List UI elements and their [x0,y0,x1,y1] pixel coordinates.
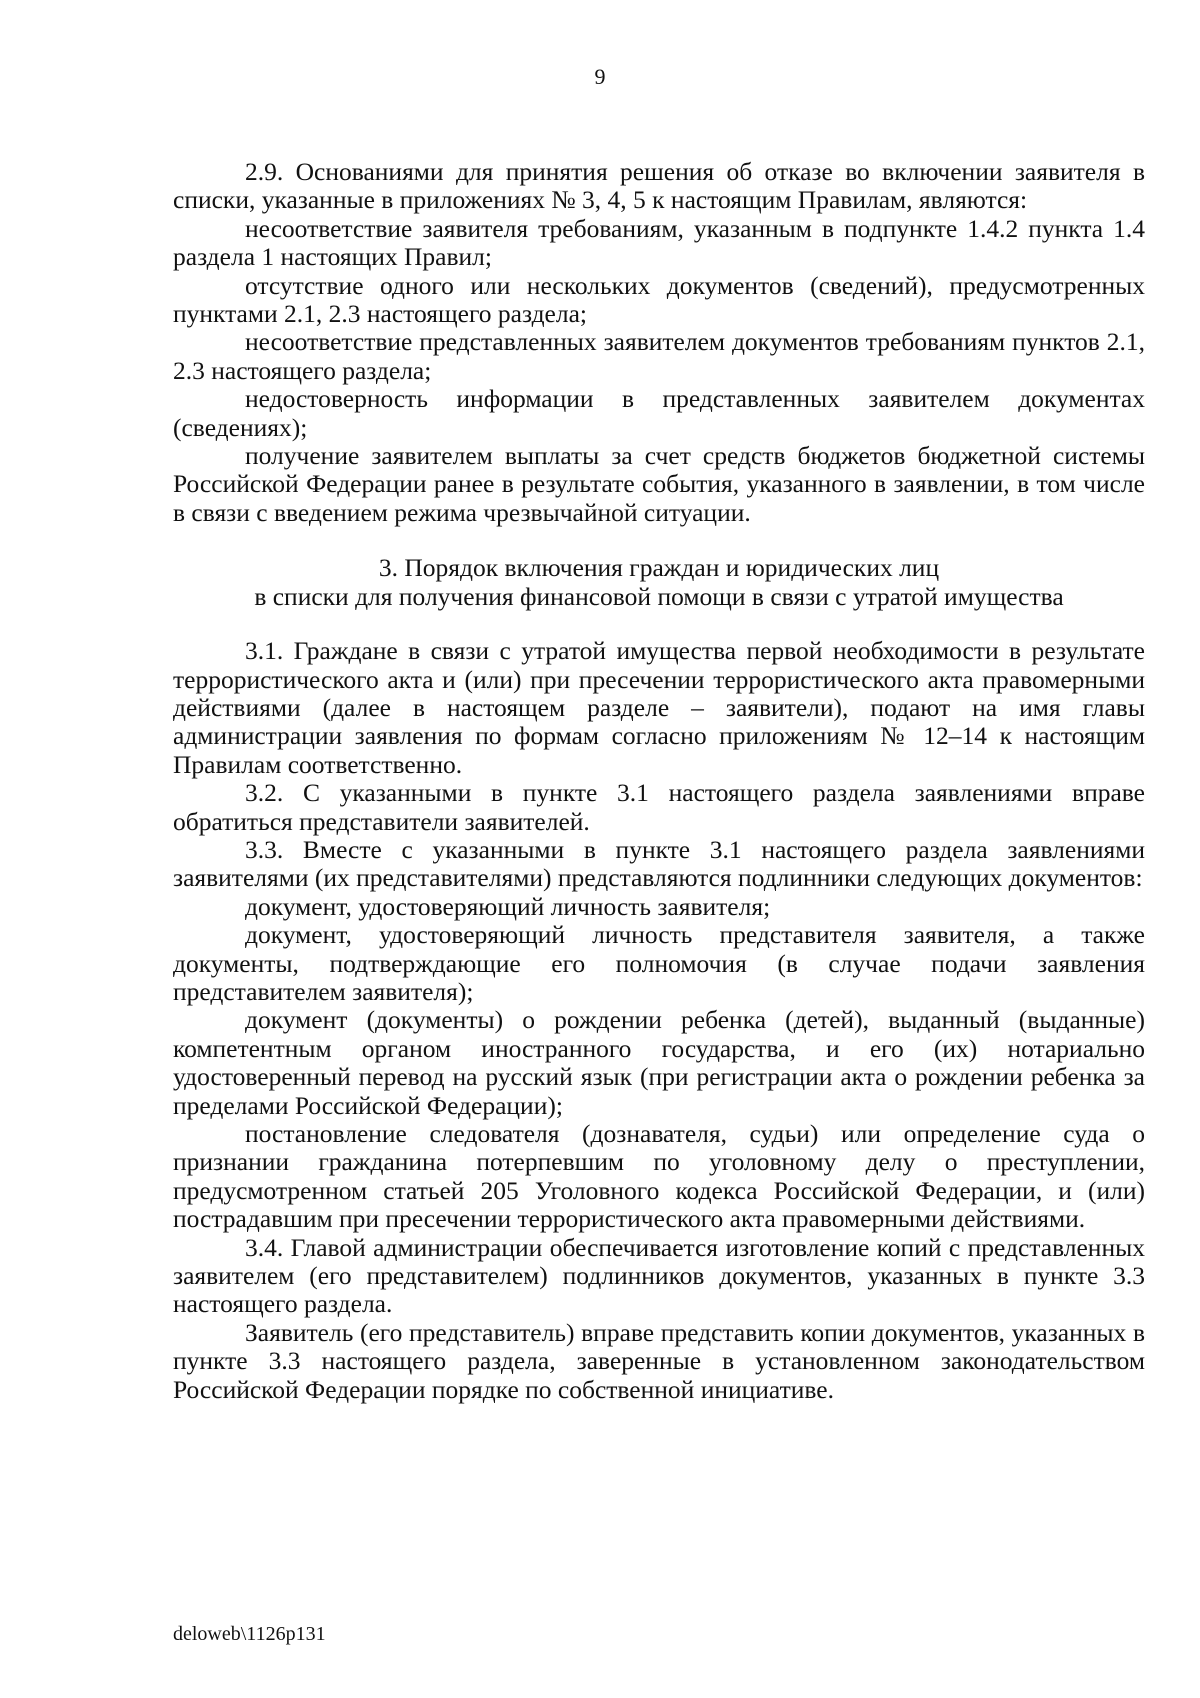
section-heading [173,554,1145,611]
paragraph-doc-4: постановление следователя (дознавателя, судьи) или определение суда о признании гражданина потерпевшим по уголовному делу о преступлении, предусмотренном статьей 205 Уголовного кодекса Российской Федерации, и (или) пострадавшим при пресечении террористического акта правомерными действиями. [173,1119,1145,1234]
paragraph-reason-2: отсутствие одного или нескольких документов (сведений), предусмотренных пунктами 2.1, 2.3 настоящего раздела; [173,270,1145,329]
section-heading-line-1: 3. Порядок включения граждан и юридических лиц [378,553,940,583]
paragraph-reason-3: несоответствие представленных заявителем документов требованиям пунктов 2.1, 2.3 настоящего раздела; [173,327,1145,385]
paragraph-3-1: 3.1. Граждане в связи с утратой имущества первой необходимости в результате террористического акта и (или) при пресечении террористического акта правомерными действиями (далее в настоящем разделе – заявители), подают на имя главы администрации заявления по формам согласно приложениям № 12–14 к настоящим Правилам соответственно. [173,636,1145,779]
paragraph-doc-2: документ, удостоверяющий личность представителя заявителя, а также документы, подтверждающие его полномочия (в случае подачи заявления представителем заявителя); [173,920,1145,1006]
paragraph-doc-1: документ, удостоверяющий личность заявителя; [245,891,771,921]
paragraph-copies: Заявитель (его представитель) вправе представить копии документов, указанных в пункте 3.3 настоящего раздела, заверенные в установленном законодательством Российской Федерации порядке по собственной инициативе. [173,1317,1145,1404]
paragraph-3-3: 3.3. Вместе с указанными в пункте 3.1 настоящего раздела заявлениями заявителями (их представителями) представляются подлинники следующих документов: [173,834,1145,893]
document-body [173,158,1145,1404]
paragraph-2-9: 2.9. Основаниями для принятия решения об отказе во включении заявителя в списки, указанные в приложениях № 3, 4, 5 к настоящим Правилам, являются: [173,157,1145,215]
footer-file-reference: deloweb\1126p131 [173,1623,326,1645]
paragraph-reason-4: недостоверность информации в представленных заявителем документах (сведениях); [173,384,1145,442]
paragraph-reason-1: несоответствие заявителя требованиям, указанным в подпункте 1.4.2 пункта 1.4 раздела 1 настоящих Правил; [173,213,1145,272]
section-heading-line-2: в списки для получения финансовой помощи в связи с утратой имущества [254,581,1064,611]
paragraph-reason-5: получение заявителем выплаты за счет средств бюджетов бюджетной системы Российской Федерации ранее в результате события, указанного в заявлении, в том числе в связи с введением режима чрезвычайной ситуации. [173,441,1145,527]
paragraph-doc-3: документ (документы) о рождении ребенка (детей), выданный (выданные) компетентным органом иностранного государства, и его (их) нотариально удостоверенный перевод на русский язык (при регистрации акта о рождении ребенка за пределами Российской Федерации); [173,1005,1145,1120]
paragraph-3-2: 3.2. С указанными в пункте 3.1 настоящего раздела заявлениями вправе обратиться представители заявителей. [173,778,1145,836]
page-number: 9 [594,64,606,89]
paragraph-3-4: 3.4. Главой администрации обеспечивается изготовление копий с представленных заявителем (его представителем) подлинников документов, указанных в пункте 3.3 настоящего раздела. [173,1232,1145,1319]
